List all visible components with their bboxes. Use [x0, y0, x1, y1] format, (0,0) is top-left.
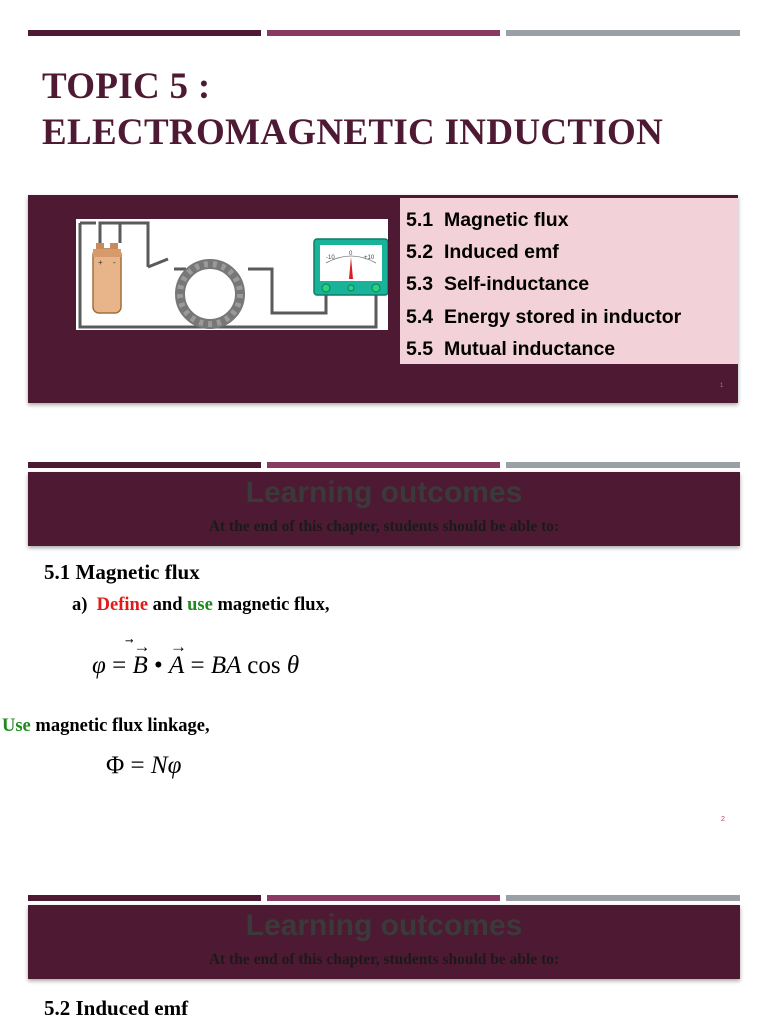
accent-bar-dark: [28, 895, 261, 901]
ba-term: BA: [210, 652, 241, 679]
accent-bar-mid: [267, 462, 500, 468]
page-number: 2: [721, 816, 725, 823]
vector-arrow-icon: →: [170, 637, 187, 656]
banner-subtitle: At the end of this chapter, students should be able to:: [208, 518, 560, 535]
slide-number: 1: [720, 383, 724, 389]
theta-symbol: θ: [286, 652, 300, 679]
banner-title: Learning outcomes: [245, 476, 523, 509]
learning-outcomes-banner: [28, 472, 740, 546]
topic-label: Self-inductance: [443, 273, 590, 295]
topic-label: Induced emf: [443, 241, 559, 263]
topic-number: 5.4: [406, 306, 434, 328]
capital-phi-symbol: Φ: [106, 752, 125, 779]
circuit-svg: [76, 219, 388, 330]
dot-operator: •: [153, 652, 163, 679]
cos-function: cos: [247, 652, 281, 679]
flux-equation: φ = ⃗→ B • → A = BA cos θ: [92, 637, 300, 679]
topic-number: 5.2: [406, 241, 434, 263]
section-heading: 5.2 Induced emf: [44, 996, 189, 1020]
accent-bar-dark: [28, 30, 261, 36]
accent-bar-grey: [506, 895, 740, 901]
accent-bar-mid: [267, 895, 500, 901]
use-keyword: use: [187, 595, 213, 615]
vector-b: ⃗→ B: [132, 637, 151, 679]
n-term: N: [150, 752, 168, 779]
title-line-2: ELECTROMAGNETIC INDUCTION: [42, 112, 664, 153]
topic-item-5-2[interactable]: [406, 241, 559, 264]
meter-left-label: -10: [326, 255, 335, 261]
topic-number: 5.5: [406, 338, 434, 360]
svg-text:+: +: [98, 258, 103, 267]
and-word: and: [152, 595, 183, 615]
topic-label: Magnetic flux: [443, 209, 569, 231]
vector-arrow-icon: ⃗→: [133, 637, 151, 656]
banner-subtitle: At the end of this chapter, students should be able to:: [208, 951, 560, 968]
topic-item-5-4[interactable]: [406, 306, 681, 329]
svg-text:-: -: [113, 258, 116, 267]
define-keyword: Define: [96, 595, 149, 615]
topic-item-5-3[interactable]: [406, 273, 589, 296]
topic-number: 5.3: [406, 273, 434, 295]
banner-title: Learning outcomes: [245, 909, 523, 942]
outcome-item-b: [2, 716, 210, 737]
section-heading: 5.1 Magnetic flux: [44, 560, 200, 584]
meter-mid-label: 0: [349, 251, 353, 257]
topic-label: Mutual inductance: [443, 338, 616, 360]
topic-number: 5.1: [406, 209, 434, 231]
learning-outcomes-banner: [28, 905, 740, 979]
flux-linkage-equation: Φ = Nφ: [106, 752, 182, 779]
outcome-item-a: [72, 595, 329, 616]
topic-item-5-5[interactable]: [406, 338, 615, 361]
item-text: magnetic flux linkage,: [35, 716, 210, 736]
topic-item-5-1[interactable]: [406, 209, 569, 232]
topic-label: Energy stored in inductor: [443, 306, 682, 328]
phi-symbol: φ: [167, 752, 182, 779]
accent-bar-grey: [506, 462, 740, 468]
meter-right-label: +10: [364, 255, 375, 261]
accent-bar-dark: [28, 462, 261, 468]
item-text: magnetic flux,: [217, 595, 330, 615]
induction-circuit-diagram: [76, 219, 388, 330]
title-line-1: TOPIC 5 :: [42, 66, 211, 107]
accent-bar-grey: [506, 30, 740, 36]
item-prefix: a): [72, 595, 88, 615]
accent-bar-mid: [267, 30, 500, 36]
vector-a: → A: [169, 637, 187, 679]
use-keyword: Use: [2, 716, 31, 736]
slide-title: [42, 64, 663, 156]
phi-symbol: φ: [92, 652, 106, 679]
topic-list: [400, 198, 738, 364]
